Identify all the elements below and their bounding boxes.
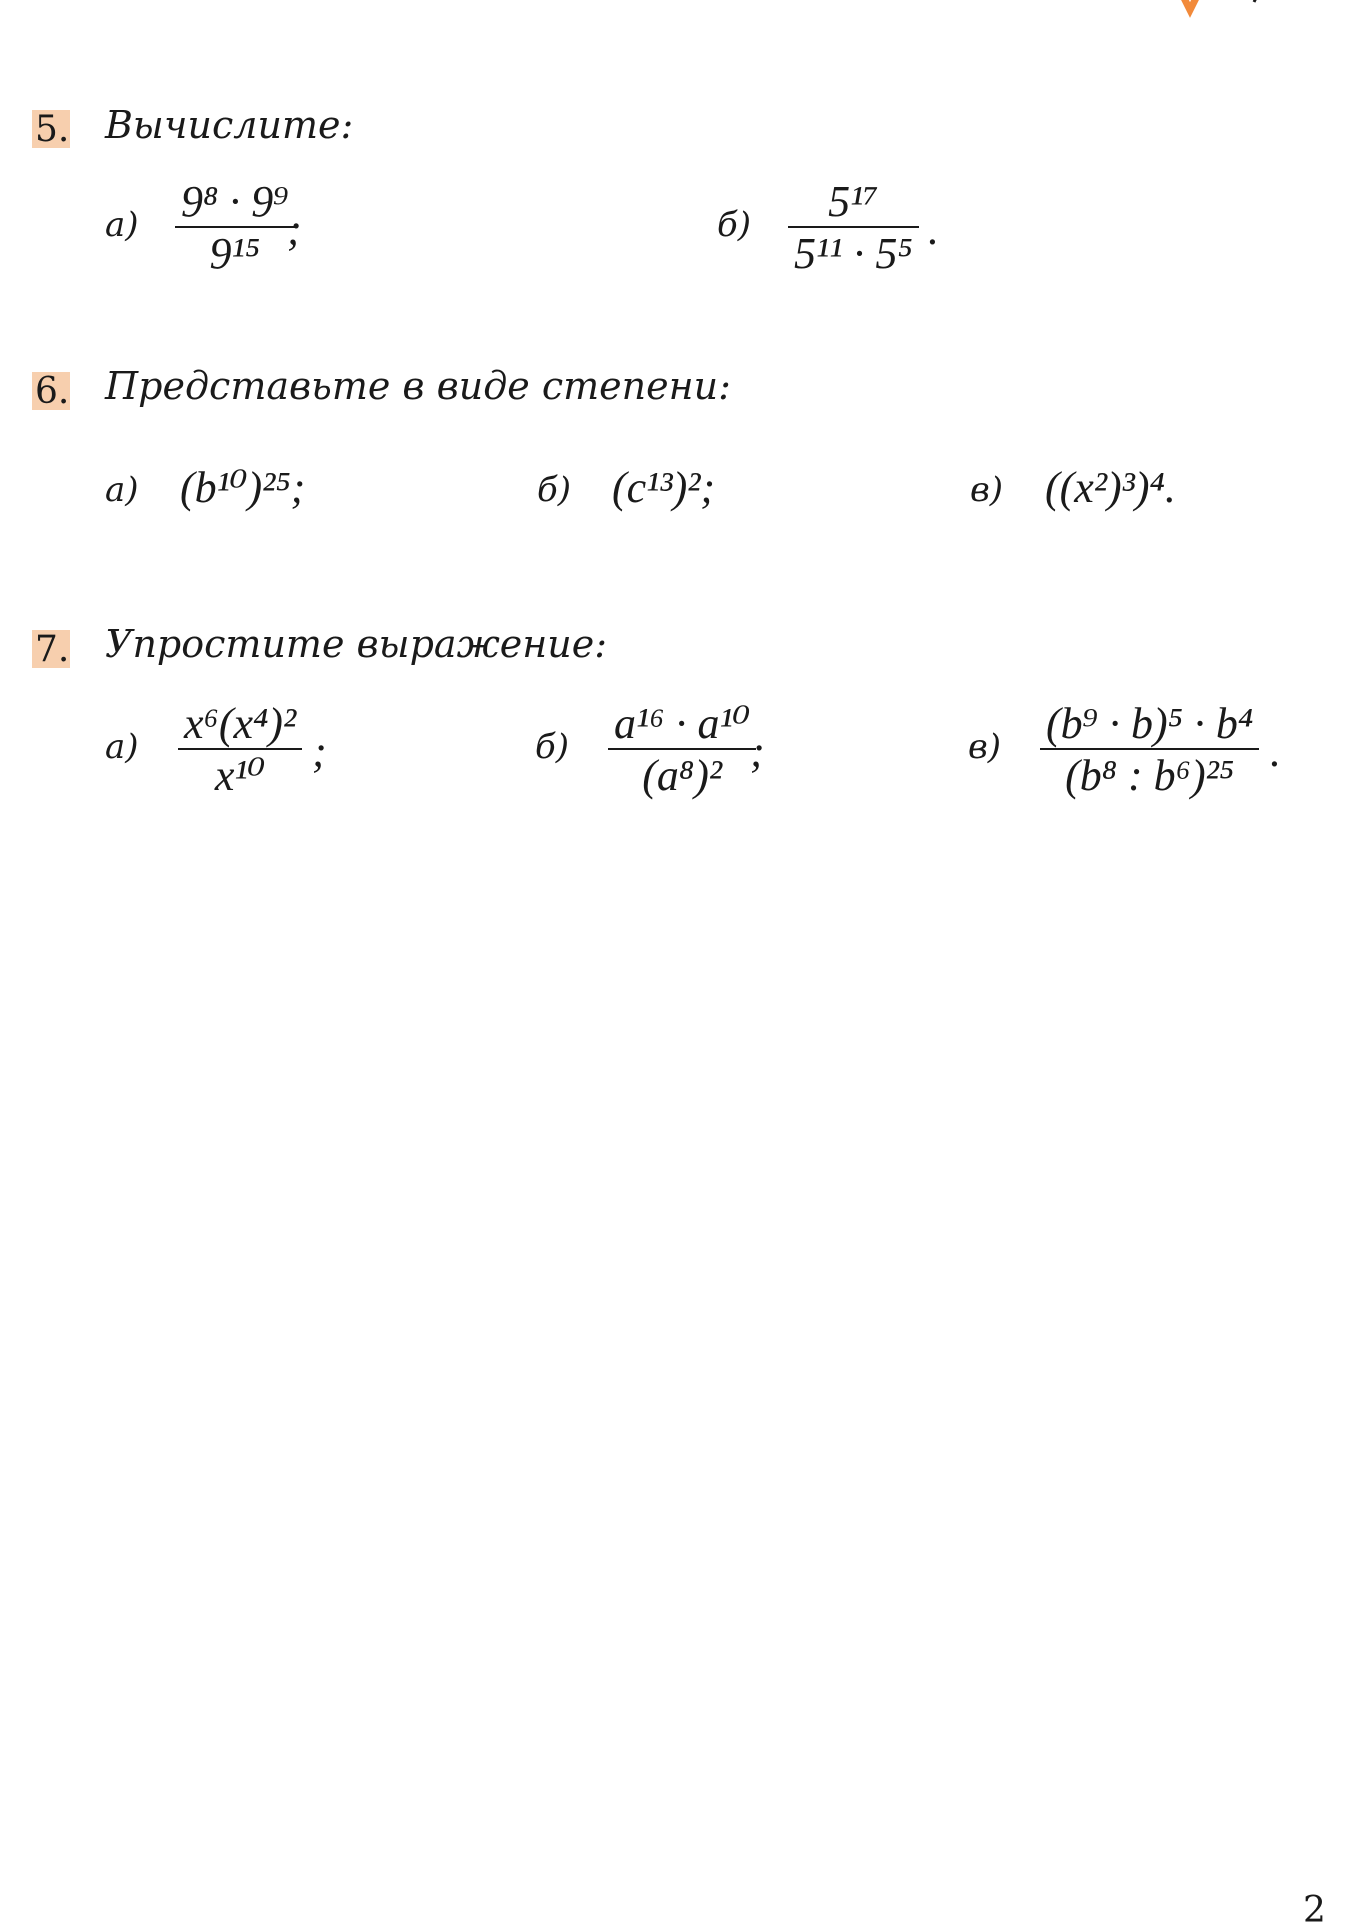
fraction-bar	[178, 748, 302, 750]
punctuation: .	[1270, 727, 1281, 776]
fraction-bar	[1040, 748, 1259, 750]
item-label: б)	[537, 470, 572, 510]
fraction	[175, 178, 295, 278]
fraction-denominator: (a⁸)²	[642, 751, 723, 800]
fraction-bar	[788, 226, 919, 228]
fraction-numerator: 9⁸ · 9⁹	[181, 177, 289, 226]
fraction-denominator: 9¹⁵	[209, 229, 261, 278]
power-expression: (c¹³)²;	[612, 463, 716, 512]
item-label: а)	[105, 205, 139, 245]
punctuation: ;	[312, 727, 327, 776]
task-title: Вычислите:	[105, 103, 354, 147]
fraction-numerator: (b⁹ · b)⁵ · b⁴	[1046, 699, 1254, 748]
punctuation: ;	[750, 727, 765, 776]
fraction-numerator: x⁶(x⁴)²	[184, 699, 297, 748]
fraction-bar	[608, 748, 756, 750]
orange-checkmark-icon	[1178, 0, 1268, 18]
fraction-bar	[175, 226, 295, 228]
punctuation: .	[928, 205, 939, 254]
task-title: Представьте в виде степени:	[105, 364, 731, 408]
item-label: в)	[970, 470, 1004, 510]
item-label: в)	[968, 727, 1002, 767]
fraction-denominator: 5¹¹ · 5⁵	[794, 229, 913, 278]
fraction	[1040, 700, 1259, 800]
task-title: Упростите выражение:	[105, 622, 608, 666]
page-number: 2	[1303, 1890, 1326, 1931]
power-expression: ((x²)³)⁴.	[1045, 463, 1176, 512]
power-expression: (b¹⁰)²⁵;	[180, 463, 306, 512]
item-label: б)	[717, 205, 752, 245]
item-label: а)	[105, 727, 139, 767]
item-label: б)	[535, 727, 570, 767]
item-label: а)	[105, 470, 139, 510]
fraction	[788, 178, 919, 278]
fraction	[178, 700, 302, 800]
fraction-denominator: x¹⁰	[214, 751, 266, 800]
fraction-numerator: a¹⁶ · a¹⁰	[614, 699, 751, 748]
task-number: 5.	[32, 110, 70, 148]
fraction-denominator: (b⁸ : b⁶)²⁵	[1065, 751, 1235, 800]
task-number: 6.	[32, 372, 70, 410]
task-number: 7.	[32, 630, 70, 668]
punctuation: ;	[287, 205, 302, 254]
fraction-numerator: 5¹⁷	[828, 177, 879, 226]
fraction	[608, 700, 756, 800]
